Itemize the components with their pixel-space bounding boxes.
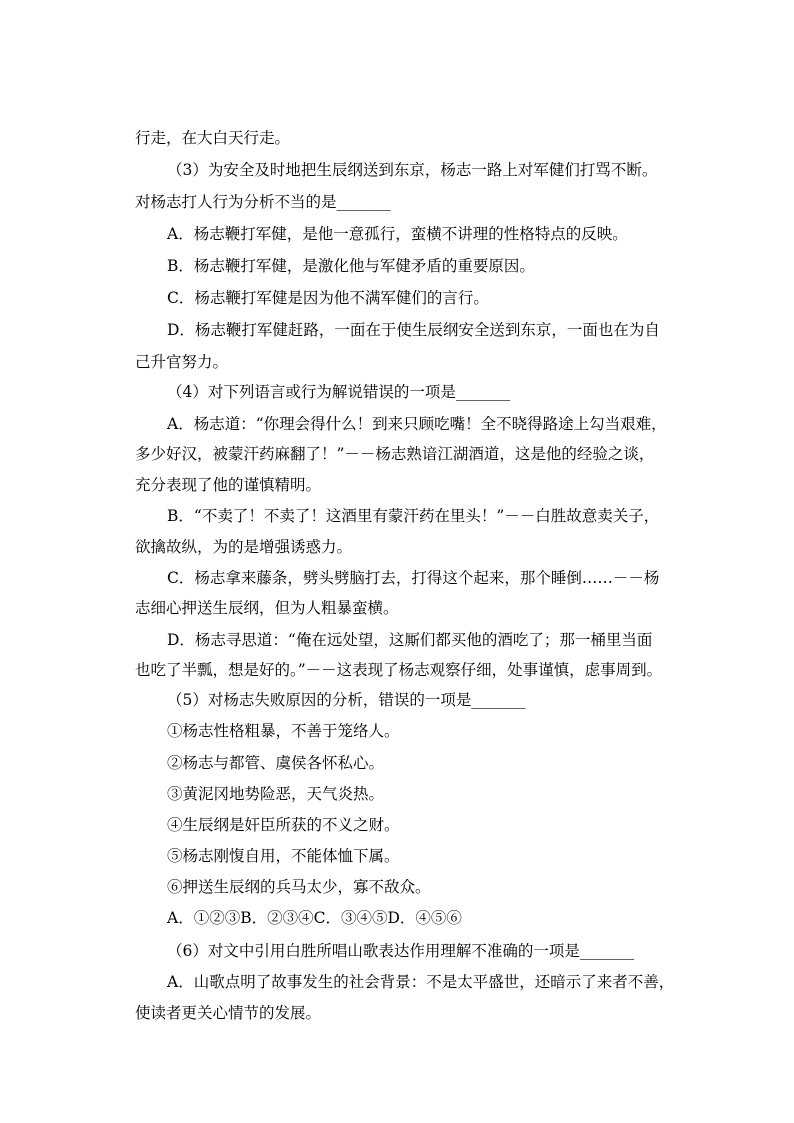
question-4-option-c-cont: 志细心押送生辰纲，但为人粗暴蛮横。 (135, 599, 399, 617)
question-4-option-b-cont: 欲擒故纵，为的是增强诱惑力。 (135, 538, 353, 556)
question-4-option-c: C．杨志拿来藤条，劈头劈脑打去，打得这个起来，那个睡倒……－－杨 (167, 569, 660, 587)
text-line: 行走，在大白天行走。 (135, 129, 291, 147)
question-6-stem: （6）对文中引用白胜所唱山歌表达作用理解不准确的一项是_______ (167, 942, 635, 960)
question-6-option-a-cont: 使读者更关心情节的发展。 (135, 1004, 322, 1022)
question-5-options: A．①②③B．②③④C．③④⑤D．④⑤⑥ (167, 909, 462, 927)
question-5-item-3: ③黄泥冈地势险恶，天气炎热。 (167, 785, 385, 803)
question-4-stem: （4）对下列语言或行为解说错误的一项是_______ (167, 383, 511, 401)
question-6-option-a: A．山歌点明了故事发生的社会背景：不是太平盛世，还暗示了来者不善， (167, 973, 675, 991)
question-3-option-b: B．杨志鞭打军健，是激化他与军健矛盾的重要原因。 (167, 257, 535, 275)
question-4-option-a: A．杨志道：“你理会得什么！到来只顾吃嘴！全不晓得路途上勾当艰难， (167, 415, 667, 433)
question-3-option-d: D．杨志鞭打军健赶路，一面在于使生辰纲安全送到东京，一面也在为自 (167, 321, 660, 339)
question-4-option-d-cont: 也吃了半瓢，想是好的。”－－这表现了杨志观察仔细，处事谨慎，虑事周到。 (135, 661, 663, 679)
question-3-option-d-cont: 己升官努力。 (135, 353, 229, 371)
question-5-item-1: ①杨志性格粗暴，不善于笼络人。 (167, 722, 400, 740)
question-4-option-a-cont: 充分表现了他的谨慎精明。 (135, 476, 322, 494)
question-5-stem: （5）对杨志失败原因的分析，错误的一项是_______ (167, 691, 526, 709)
question-3-stem-cont: 对杨志打人行为分析不当的是_______ (135, 193, 391, 211)
question-5-item-5: ⑤杨志刚愎自用，不能体恤下属。 (167, 847, 400, 865)
question-5-item-4: ④生辰纲是奸臣所获的不义之财。 (167, 816, 400, 834)
question-4-option-a-cont: 多少好汉，被蒙汗药麻翻了！”－－杨志熟谙江湖酒道，这是他的经验之谈， (135, 445, 655, 463)
question-3-stem: （3）为安全及时地把生辰纲送到东京，杨志一路上对军健们打骂不断。 (167, 161, 658, 179)
question-5-item-6: ⑥押送生辰纲的兵马太少，寡不敌众。 (167, 878, 431, 896)
question-3-option-a: A．杨志鞭打军健，是他一意孤行，蛮横不讲理的性格特点的反映。 (167, 225, 628, 243)
question-4-option-b: B．“不卖了！不卖了！这酒里有蒙汗药在里头！”－－白胜故意卖关子， (167, 507, 660, 525)
question-3-option-c: C．杨志鞭打军健是因为他不满军健们的言行。 (167, 289, 489, 307)
question-5-item-2: ②杨志与都管、虞侯各怀私心。 (167, 754, 385, 772)
question-4-option-d: D．杨志寻思道：“俺在远处望，这厮们都买他的酒吃了；那一桶里当面 (167, 631, 653, 649)
